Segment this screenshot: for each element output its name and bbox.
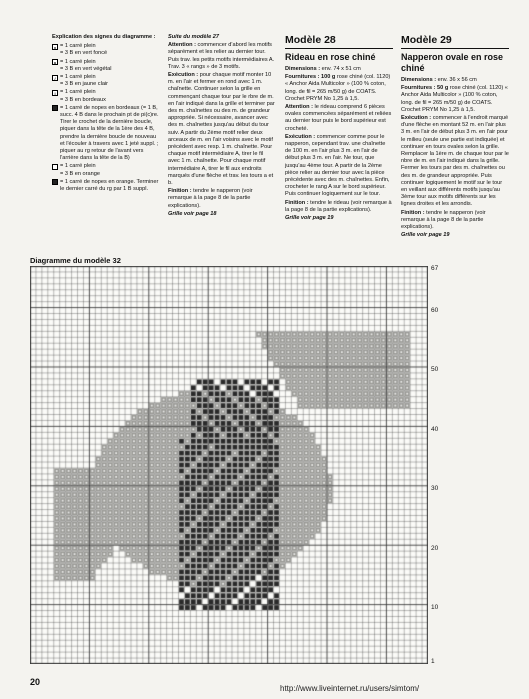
stitch-symbol-icon xyxy=(52,105,58,111)
legend-text: = 1 carré de nopes en bordeaux (= 1 B, succ. 4 B dans le prochain pt de pi(c)re. Tirer le crochet de la dernière boucle, piquer dans la tête de la 1ère des 4 B, prendre la dernière boucle de nouveau et l'écouler à travers avec 1 jeté suppl. ; piquer au rg retour de l'avant vers l'arrière dans la tête de la B) xyxy=(60,104,159,162)
legend-text: = 1 carré plein = 3 B en vert foncé xyxy=(60,43,108,57)
diagram-title: Diagramme du modèle 32 xyxy=(30,256,121,265)
stitch-symbol-icon: o xyxy=(53,60,57,66)
grid-reference: Grille voir page 18 xyxy=(168,210,217,217)
model-29-column xyxy=(401,34,509,240)
stitch-symbol-icon: x xyxy=(53,44,57,50)
grid-reference: Grille voir page 19 xyxy=(401,232,450,239)
model-29-instructions xyxy=(401,77,509,231)
model-28-column xyxy=(285,34,393,223)
instruction-paragraph: Exécution : commencer comme pour le napperon, cependant trav. une chaînette de 100 m. en l'air plus 3 m. en l'air de début plus 3 m. en l'air. Ne tour, que jusqu'au 4ème tour. A partir de la 2ème pièce relier au dernier tour avec la pièce précédente avec des m. chaînettes. Enfin, crocheter le rang A sur le bord supérieur. Puis continuer logiquement sur le tour. xyxy=(285,133,390,198)
model-27-instructions xyxy=(168,42,276,210)
model-title: Rideau en rose chiné xyxy=(285,52,376,62)
page-number: 20 xyxy=(30,677,41,687)
legend-item xyxy=(52,105,160,163)
filet-grid xyxy=(30,266,428,664)
legend-title: Explication des signes du diagramme : xyxy=(52,34,156,40)
stitch-symbol-icon xyxy=(52,179,58,185)
grid-reference: Grille voir page 19 xyxy=(285,215,334,222)
instruction-paragraph: Finition : tendre le rideau (voir remarque à la page 8 de la partie explications). xyxy=(285,199,392,213)
legend-text: = 1 carré plein = 3 B en jaune clair xyxy=(60,74,109,88)
legend-item xyxy=(52,179,160,193)
model-27-continued-column xyxy=(168,34,276,219)
row-label: 50 xyxy=(431,366,439,374)
row-label: 30 xyxy=(431,485,439,493)
row-label: 40 xyxy=(431,425,439,433)
legend-column xyxy=(52,34,160,194)
legend-text: = 1 carré plein = 3 B en orange xyxy=(60,163,100,177)
row-label: 1 xyxy=(431,657,435,665)
row-label: 60 xyxy=(431,307,439,315)
instruction-paragraph: Attention : commencer d'abord les motifs séparément et les relier au dernier tour. Puis trav. les petits motifs intermédiaires A. Trav. 3 « rangs » de 3 motifs. xyxy=(168,42,275,70)
model-number: Modèle 29 xyxy=(401,34,452,46)
legend-list xyxy=(52,43,160,193)
instruction-paragraph: Dimensions : env. 74 x 51 cm xyxy=(285,66,361,72)
legend-text: = 1 carré de nopes en orange. Terminer le dernier carré du rg par 1 B suppl. xyxy=(60,178,159,193)
crochet-chart xyxy=(30,266,428,664)
instruction-paragraph: Attention : le rideau comprend 6 pièces ovales commencées séparément et reliées au dernier tour puis le bord supérieur est crocheté. xyxy=(285,104,392,132)
instruction-paragraph: Finition : tendre le napperon (voir remarque à la page 8 de la partie explications). xyxy=(401,209,486,231)
legend-text: = 1 carré plein = 3 B en vert végétal xyxy=(60,58,112,72)
stitch-symbol-icon xyxy=(52,164,58,170)
source-url: http://www.liveinternet.ru/users/simtom/ xyxy=(280,684,420,693)
row-label: 10 xyxy=(431,604,439,612)
row-label: 20 xyxy=(431,544,439,552)
instruction-paragraph: Exécution : pour chaque motif monter 10 m. en l'air et fermer en rond avec 1 m. chaînette. Continuer selon la grille en commençant chaque tour par le rbre de m. en l'air indiqué dans la grille et terminer par des m. chaînettes ou des m. de grandeur appropriée. Si nécessaire, avancer avec des m. chaînettes jusqu'au début du tour suiv. A partir du 2ème motif relier deux arceaux de m. en l'air voisins avec le motif précédent avec resp. 1 m. chaînette. Pour chaque motif intermédiaire A, tirer le fil avec 1 m. chaînette. Pour chaque motif intermédiaire A, tirer le fil aux endroits marqués d'une flèche et trav. les tours a et b. xyxy=(168,72,275,187)
continuation-heading: Suite du modèle 27 xyxy=(168,34,219,40)
stitch-symbol-icon: / xyxy=(52,75,58,81)
instruction-paragraph: Fournitures : 100 g rose chiné (col. 1120) « Anchor Aida Multicolor » (100 % coton, long. de fil = 265 m/50 g) de COATS. Crochet PRYM No 1,25 à 1,5. xyxy=(285,74,391,102)
legend-item xyxy=(52,163,160,177)
legend-item xyxy=(52,89,160,103)
legend-item xyxy=(52,43,160,57)
model-title: Napperon ovale en rose chiné xyxy=(401,52,504,73)
model-28-instructions xyxy=(285,66,393,214)
divider xyxy=(401,48,509,49)
legend-item xyxy=(52,59,160,73)
row-label: 67 xyxy=(431,265,439,273)
instruction-paragraph: Exécution : commencer à l'endroit marqué d'une flèche en montant 52 m. en l'air plus 3 m. en l'air de début plus 3 m. en l'air pour le milieu (seule une partie est indiquée) et continuer en tours ovales selon la grille. Remplacer la 1ère m. de chaque tour par le nbre de m. en l'air indiqué dans la grille. Fermer les tours par des m. chaînettes ou des m. de grandeur appropriée. Puis continuer logiquement le motif sur le tour en veillant aux différents motifs jusqu'au 3ème tour aux motifs différents sur les lignes droites et les arrondis. xyxy=(401,115,509,208)
model-number: Modèle 28 xyxy=(285,34,336,46)
instruction-paragraph: Dimensions : env. 36 x 56 cm xyxy=(401,77,477,83)
instruction-paragraph: Finition : tendre le napperon (voir remarque à la page 8 de la partie explications). xyxy=(168,188,253,209)
legend-item xyxy=(52,74,160,88)
legend-text: = 1 carré plein = 3 B en bordeaux xyxy=(60,89,106,103)
instruction-paragraph: Fournitures : 50 g rose chiné (col. 1120) « Anchor Aida Multicolor » (100 % coton, long. de fil = 265 m/50 g) de COATS. Crochet PRYM No 1,25 à 1,5. xyxy=(401,85,508,113)
divider xyxy=(285,48,393,49)
stitch-symbol-icon: l xyxy=(52,90,58,96)
